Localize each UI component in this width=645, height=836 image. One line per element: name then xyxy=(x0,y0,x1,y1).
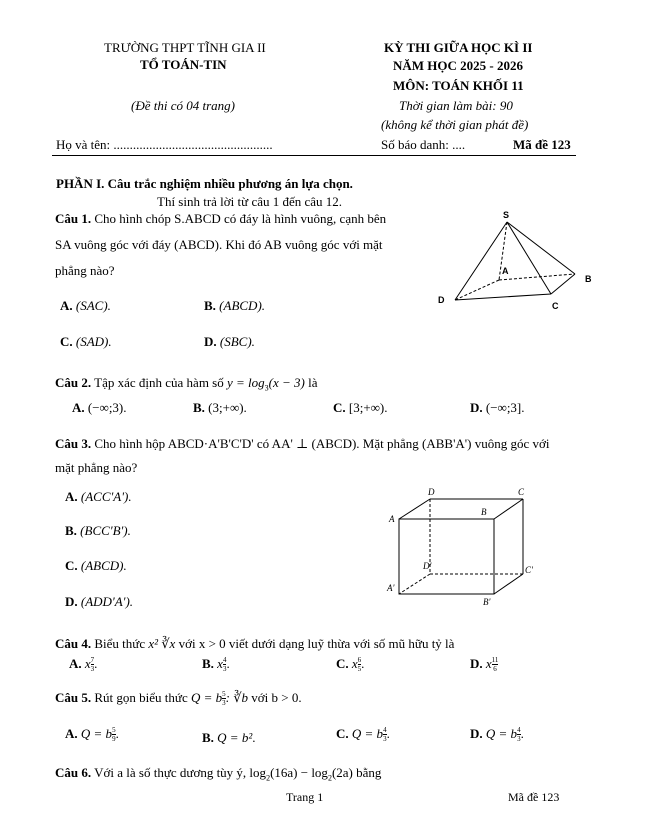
question-4 xyxy=(55,636,454,652)
vertex-a: A xyxy=(389,514,395,524)
option-label: D. xyxy=(470,726,483,741)
question-3-line2: mặt phẳng nào? xyxy=(55,460,138,475)
exam-code: Mã đề 123 xyxy=(513,137,571,152)
exponent: $\frac{4}{3}$ xyxy=(517,726,521,743)
vertex-d1: D' xyxy=(423,561,432,571)
option-text: (SAD). xyxy=(75,334,112,349)
log-base: 2 xyxy=(327,773,332,783)
option-label: A. xyxy=(65,726,78,741)
option-text: Q = b xyxy=(485,726,518,741)
vertex-s: S xyxy=(503,210,510,220)
vertex-d: D xyxy=(438,295,445,305)
exponent: $\frac{5}{9}$ xyxy=(112,726,116,743)
exam-time-note: (không kể thời gian phát đề) xyxy=(381,117,529,132)
option-text: Q = b xyxy=(80,726,113,741)
header-divider xyxy=(52,155,576,156)
exponent: $\frac{11}{6}$ xyxy=(491,656,499,673)
page-number: Trang 1 xyxy=(286,790,324,804)
exponent: $\frac{6}{5}$ xyxy=(357,656,362,673)
student-id-field: Số báo danh: .... xyxy=(381,137,466,152)
question-label: Câu 2. xyxy=(55,375,92,390)
formula: Q = b xyxy=(190,690,223,705)
vertex-c1: C' xyxy=(525,565,533,575)
question-text: Với a là số thực dương tùy ý, log xyxy=(94,765,267,780)
option-text: (SBC). xyxy=(219,334,255,349)
option-a[interactable] xyxy=(65,489,132,505)
option-a[interactable]: A. Q = b $\frac{5}{9}$ . xyxy=(65,726,119,743)
vertex-a1: A' xyxy=(387,583,395,593)
exponent: $\frac{5}{3}$ xyxy=(222,690,226,707)
question-text: Tập xác định của hàm số xyxy=(94,375,224,390)
option-label: B. xyxy=(204,298,216,313)
question-1 xyxy=(55,211,386,227)
option-base: x xyxy=(217,656,223,671)
option-text: Q = b² xyxy=(217,730,253,745)
vertex-b: B xyxy=(481,507,487,517)
option-label: D. xyxy=(65,594,78,609)
vertex-c: C xyxy=(518,487,525,497)
exam-time: Thời gian làm bài: 90 xyxy=(399,98,513,113)
question-5 xyxy=(55,690,302,707)
question-text: Cho hình chóp S.ABCD có đáy là hình vuông, cạnh bên xyxy=(94,211,387,226)
formula-subscript: 3 xyxy=(264,383,269,393)
formula: y = log xyxy=(226,375,265,390)
vertex-a: A xyxy=(502,266,509,276)
option-label: A. xyxy=(72,400,85,415)
option-label: C. xyxy=(60,334,73,349)
question-2 xyxy=(55,375,317,391)
question-label: Câu 3. xyxy=(55,436,92,451)
vertex-d: D xyxy=(428,487,435,497)
option-label: A. xyxy=(60,298,73,313)
option-c[interactable] xyxy=(60,334,112,350)
question-1-line2: SA vuông góc với đáy (ABCD). Khi đó AB vuông góc với mặt xyxy=(55,237,383,252)
option-label: A. xyxy=(65,489,78,504)
option-a[interactable]: A. x $\frac{7}{3}$ . xyxy=(69,656,98,673)
pyramid-figure xyxy=(435,208,605,318)
option-label: D. xyxy=(470,656,483,671)
option-label: C. xyxy=(65,558,78,573)
box-figure xyxy=(385,485,545,610)
option-base: x xyxy=(84,656,91,671)
option-text: (3;+∞). xyxy=(208,400,247,415)
option-text: (−∞;3]. xyxy=(485,400,525,415)
option-base: x xyxy=(351,656,358,671)
vertex-b1: B' xyxy=(483,597,491,607)
option-d[interactable] xyxy=(204,334,255,350)
option-text: (ABCD). xyxy=(80,558,127,573)
question-text-tail: với b > 0. xyxy=(251,690,302,705)
vertex-c: C xyxy=(552,301,559,311)
option-text: (ADD'A'). xyxy=(80,594,134,609)
option-d[interactable] xyxy=(470,656,498,673)
option-d[interactable]: D. Q = b $\frac{4}{3}$ . xyxy=(470,726,524,743)
option-label: B. xyxy=(202,730,214,745)
school-year: NĂM HỌC 2025 - 2026 xyxy=(393,58,523,73)
question-text: Biểu thức xyxy=(94,636,146,651)
option-label: A. xyxy=(69,656,82,671)
question-label: Câu 5. xyxy=(55,690,92,705)
department: TỔ TOÁN-TIN xyxy=(140,57,227,72)
option-text: (ABCD). xyxy=(219,298,266,313)
question-text: Cho hình hộp ABCD·A'B'C'D' có AA' ⊥ (ABCD). Mặt phẳng (ABB'A') vuông góc với xyxy=(94,436,550,451)
option-b[interactable]: B. Q = b². xyxy=(202,730,256,745)
question-text-tail: (2a) bằng xyxy=(331,765,382,780)
option-label: B. xyxy=(65,523,77,538)
option-label: D. xyxy=(470,400,483,415)
formula-tail: : ∛b xyxy=(225,690,249,705)
part-title: PHẦN I. Câu trắc nghiệm nhiều phương án lựa chọn. xyxy=(56,176,353,191)
option-b[interactable]: B. x $\frac{4}{3}$ . xyxy=(202,656,230,673)
option-c[interactable]: C. Q = b $\frac{4}{3}$ . xyxy=(336,726,390,743)
option-c[interactable] xyxy=(333,400,388,416)
question-label: Câu 1. xyxy=(55,211,92,226)
question-label: Câu 6. xyxy=(55,765,92,780)
formula: x² ∛x xyxy=(148,636,176,651)
option-a[interactable] xyxy=(60,298,111,314)
question-tail: là xyxy=(308,375,318,390)
pages-note: (Đề thi có 04 trang) xyxy=(131,98,235,113)
question-text-tail: với x > 0 viết dưới dạng luỹ thừa với số mũ hữu tỷ là xyxy=(178,636,455,651)
option-a[interactable] xyxy=(72,400,127,416)
option-text: [3;+∞). xyxy=(348,400,388,415)
subject: MÔN: TOÁN KHỐI 11 xyxy=(393,78,524,93)
formula-arg: (x − 3) xyxy=(268,375,305,390)
exponent: $\frac{7}{3}$ xyxy=(90,656,95,673)
question-6 xyxy=(55,765,381,781)
footer-exam-code: Mã đề 123 xyxy=(508,790,560,804)
option-c[interactable] xyxy=(65,558,127,574)
option-text: (SAC). xyxy=(75,298,111,313)
part-subtitle: Thí sinh trả lời từ câu 1 đến câu 12. xyxy=(157,194,343,209)
option-label: D. xyxy=(204,334,217,349)
option-b[interactable] xyxy=(65,523,131,539)
option-text: (−∞;3). xyxy=(87,400,127,415)
option-label: B. xyxy=(193,400,205,415)
option-label: C. xyxy=(333,400,346,415)
option-label: C. xyxy=(336,656,349,671)
option-text: (ACC'A'). xyxy=(80,489,132,504)
option-label: B. xyxy=(202,656,214,671)
log-base: 2 xyxy=(266,773,271,783)
question-3 xyxy=(55,436,549,452)
option-base: x xyxy=(485,656,492,671)
student-name-field: Họ và tên: ................................................. xyxy=(56,137,273,152)
exam-title: KỲ THI GIỮA HỌC KÌ II xyxy=(384,40,533,55)
vertex-b: B xyxy=(585,274,592,284)
exponent: $\frac{4}{3}$ xyxy=(383,726,387,743)
option-b[interactable] xyxy=(193,400,247,416)
question-text: Rút gọn biểu thức xyxy=(94,690,188,705)
option-b[interactable] xyxy=(204,298,265,314)
question-label: Câu 4. xyxy=(55,636,92,651)
option-d[interactable] xyxy=(65,594,133,610)
option-text: Q = b xyxy=(351,726,384,741)
option-label: C. xyxy=(336,726,349,741)
option-d[interactable] xyxy=(470,400,525,416)
option-c[interactable]: C. x $\frac{6}{5}$ . xyxy=(336,656,365,673)
school-name: TRƯỜNG THPT TĨNH GIA II xyxy=(104,40,266,55)
exponent: $\frac{4}{3}$ xyxy=(222,656,227,673)
question-text-mid: (16a) − log xyxy=(270,765,328,780)
option-text: (BCC'B'). xyxy=(80,523,131,538)
question-1-line3: phẳng nào? xyxy=(55,263,115,278)
